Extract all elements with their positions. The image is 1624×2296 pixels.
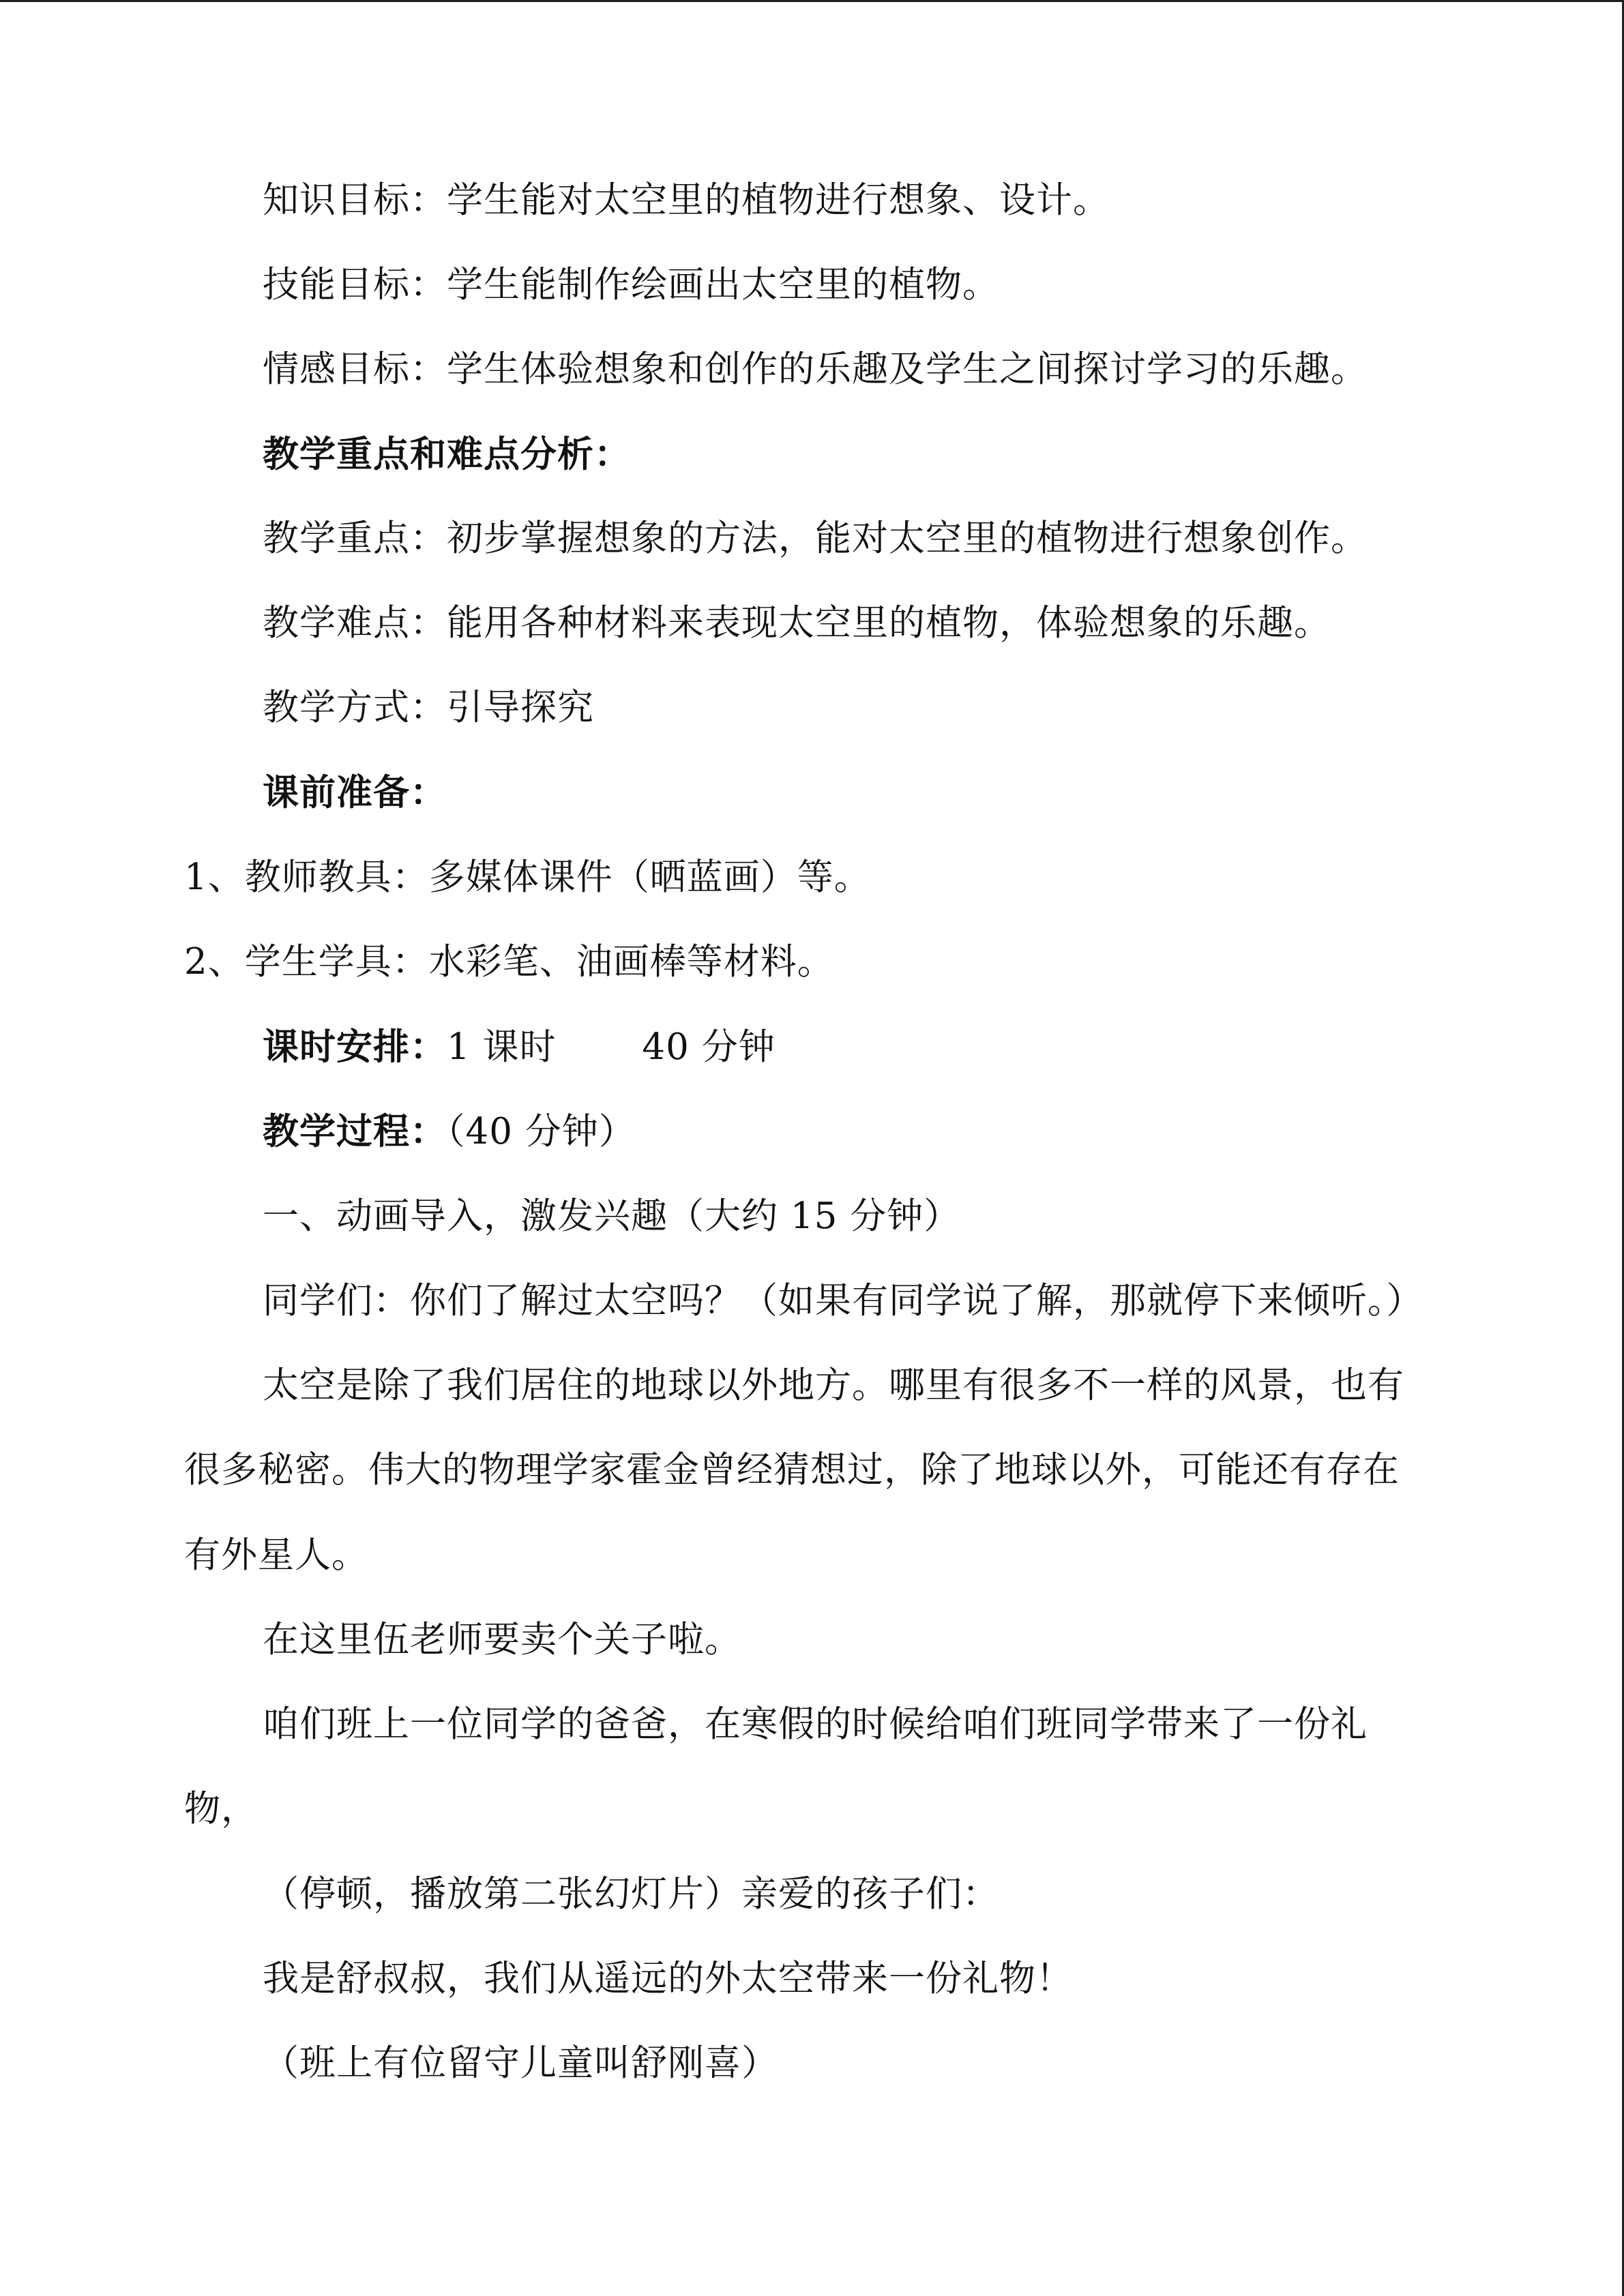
process-line <box>263 1109 636 1154</box>
section-title: 一、动画导入，激发兴趣（大约 15 分钟） <box>263 1195 961 1237</box>
paragraph-note: （班上有位留守儿童叫舒刚喜） <box>263 2042 778 2084</box>
paragraph-space-line1: 太空是除了我们居住的地球以外地方。哪里有很多不一样的风景，也有 <box>263 1365 1404 1406</box>
preparation-heading: 课前准备： <box>263 771 447 814</box>
preparation-item-student: 2、学生学具：水彩笔、油画棒等材料。 <box>184 941 834 983</box>
difficulty: 教学难点：能用各种材料来表现太空里的植物，体验想象的乐趣。 <box>263 602 1331 644</box>
paragraph-slide: （停顿，播放第二张幻灯片）亲爱的孩子们： <box>263 1873 999 1915</box>
key-point: 教学重点：初步掌握想象的方法，能对太空里的植物进行想象创作。 <box>263 518 1368 559</box>
schedule-label: 课时安排： <box>263 1026 447 1068</box>
emotion-goal: 情感目标：学生体验想象和创作的乐趣及学生之间探讨学习的乐趣。 <box>263 348 1368 390</box>
paragraph-space-line2: 很多秘密。伟大的物理学家霍金曾经猜想过，除了地球以外，可能还有存在 <box>184 1449 1400 1491</box>
paragraph-uncle: 我是舒叔叔，我们从遥远的外太空带来一份礼物！ <box>263 1958 1073 1999</box>
paragraph-gift-line1: 咱们班上一位同学的爸爸，在寒假的时候给咱们班同学带来了一份礼 <box>263 1703 1368 1745</box>
schedule-line <box>263 1025 776 1069</box>
analysis-heading: 教学重点和难点分析： <box>263 433 631 475</box>
paragraph-space-line3: 有外星人。 <box>184 1534 368 1576</box>
knowledge-goal: 知识目标：学生能对太空里的植物进行想象、设计。 <box>263 179 1110 221</box>
skill-goal: 技能目标：学生能制作绘画出太空里的植物。 <box>263 264 999 305</box>
page-border-top <box>0 0 1624 2</box>
process-value: （40 分钟） <box>447 1111 636 1152</box>
teaching-method: 教学方式：引导探究 <box>263 687 594 728</box>
process-label: 教学过程： <box>263 1110 447 1152</box>
schedule-value: 1 课时 40 分钟 <box>447 1026 776 1068</box>
paragraph-gift-line2: 物， <box>184 1788 258 1830</box>
paragraph-question: 同学们：你们了解过太空吗？（如果有同学说了解，那就停下来倾听。） <box>263 1280 1423 1322</box>
preparation-item-teacher: 1、教师教具：多媒体课件（晒蓝画）等。 <box>184 856 871 898</box>
paragraph-suspense: 在这里伍老师要卖个关子啦。 <box>263 1619 741 1660</box>
